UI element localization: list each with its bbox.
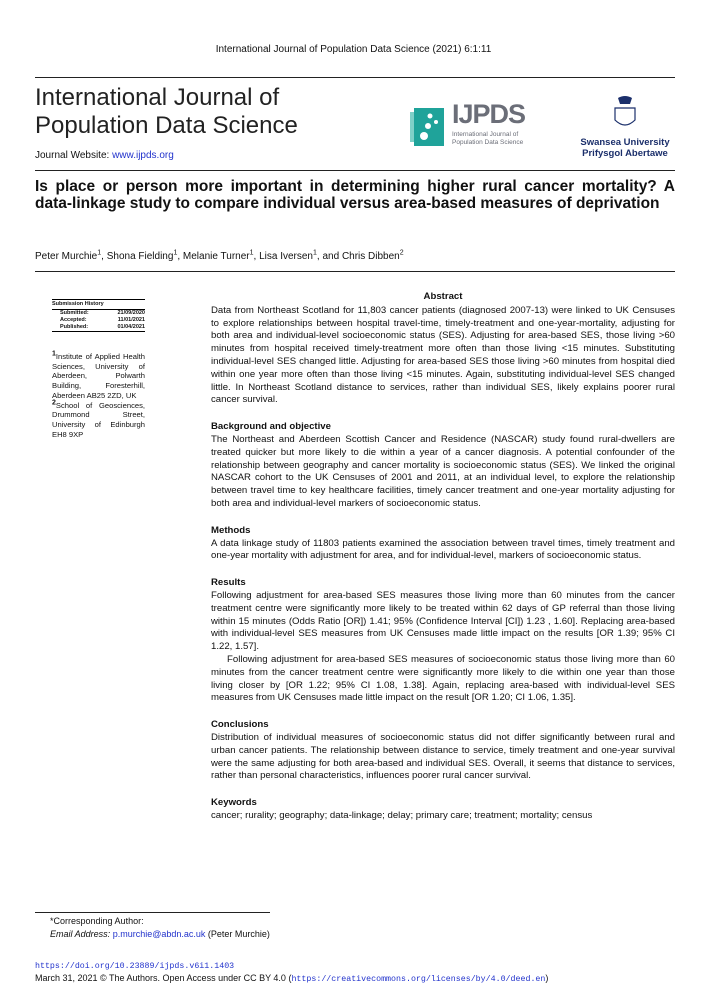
email-link[interactable]: p.murchie@abdn.ac.uk (112, 929, 206, 939)
author-name: Peter Murchie (35, 251, 98, 262)
author-separator: , (177, 251, 183, 262)
article-title: Is place or person more important in determining higher rural cancer mortality? A data-linkage study to compare individual versus area-based measures of deprivation (35, 178, 675, 212)
submission-date: 01/04/2021 (117, 324, 145, 330)
swansea-line2: Prifysgol Abertawe (582, 148, 668, 159)
submission-history (52, 299, 145, 332)
author-name: Melanie Turner (182, 251, 250, 262)
affiliation (52, 398, 145, 440)
abstract-heading: Abstract (423, 291, 463, 302)
author-separator: , and (316, 251, 342, 262)
email-name: (Peter Murchie) (207, 929, 270, 939)
footnote-marker: * (50, 916, 54, 926)
submission-row (52, 324, 145, 331)
section-paragraph: Distribution of individual measures of socioeconomic status did not differ significantly between rural and urban cancer patients. The relationship between distance to service, timely treatment and one-year survival were the same adjusting for both area-based and individual SES. Overall, it seems that distance to services, rather than personal characteristics, influences poorer rural cancer survival. (211, 731, 675, 782)
main-column (211, 291, 675, 823)
website-link[interactable]: www.ijpds.org (112, 150, 174, 161)
footnote (50, 915, 270, 941)
submission-history-title: Submission History (52, 300, 145, 310)
author-name: Lisa Iversen (259, 251, 313, 262)
publication-line (35, 972, 548, 986)
swansea-line1: Swansea University (580, 137, 670, 148)
section-heading: Methods (211, 524, 251, 536)
section-conclusions (211, 719, 675, 783)
ijpds-sub1: International Journal of (452, 131, 519, 138)
submission-date: 11/01/2021 (117, 317, 145, 323)
author-affiliation-number: 1 (249, 249, 254, 257)
affiliation-text: School of Geosciences, Drummond Street, University of Edinburgh EH8 9XP (52, 400, 145, 439)
section-paragraph: A data linkage study of 11803 patients examined the association between travel times, timely treatment and one-year mortality with adjustment for area, and for individual-level, markers of socioeconomic status. (211, 537, 675, 562)
header-rule (35, 77, 675, 78)
author-name: Shona Fielding (106, 251, 174, 262)
author-name: Chris Dibben (341, 251, 400, 262)
section-heading: Background and objective (211, 421, 331, 433)
ijpds-wordmark: IJPDS (452, 99, 526, 129)
footnote-label: Corresponding Author: (53, 916, 144, 926)
affiliation-number: 1 (52, 350, 56, 358)
ijpds-sub2: Population Data Science (452, 139, 524, 146)
doi-link[interactable]: https://doi.org/10.23889/ijpds.v6i1.1403 (35, 962, 235, 971)
license-link[interactable]: https://creativecommons.org/licenses/by/4.0/deed.en (291, 975, 546, 984)
section-heading: Results (211, 577, 246, 589)
journal-name (35, 84, 298, 140)
section-results (211, 577, 675, 705)
submission-row (52, 317, 145, 324)
submission-row (52, 310, 145, 317)
section-background-and-objective (211, 421, 675, 511)
submission-label: Published: (60, 324, 89, 330)
author-affiliation-number: 1 (97, 249, 102, 257)
author-affiliation-number: 1 (313, 249, 317, 257)
section-heading: Keywords (211, 797, 257, 809)
swansea-crest-icon (610, 94, 640, 132)
close-paren: ) (545, 973, 549, 983)
journal-name-line2: Population Data Science (35, 112, 298, 139)
section-keywords (211, 797, 675, 823)
section-paragraph: The Northeast and Aberdeen Scottish Cancer and Residence (NASCAR) study found rural-dwellers are treated quicker but more likely to die within a year of a cancer diagnosis. A potential confounder of the relationship between geography and cancer mortality is socioeconomic status (SES). We linked the original NASCAR cohort to the UK Censuses of 2001 and 2011, at an individual level, to explore the relationship between travel time to key healthcare facilities, timely cancer treatment and one-year mortality adjusting for both area and individual-level markers of socioeconomic status. (211, 433, 675, 509)
publication-date-text: March 31, 2021 © The Authors. Open Access under CC BY 4.0 ( (35, 973, 292, 983)
title-top-rule (35, 170, 675, 171)
author-separator: , (101, 251, 107, 262)
journal-name-line1: International Journal of (35, 84, 280, 111)
author-list (35, 250, 404, 263)
authors-rule (35, 271, 675, 272)
doi (35, 958, 234, 973)
footnote-rule (35, 912, 270, 913)
section-paragraph: Following adjustment for area-based SES measures those living more than 60 minutes from the cancer treatment centre were significantly more likely to be treated within 62 days of GP referral than those living within 15 minutes (Odds Ratio [OR]) 1.41; 95% (Confidence Interval [CI]) 1.23 , 1.60]. Replacing area-based with individual-level SES measures from UK Censuses made little impact on the results [OR 1.39; 95% CI 1.22, 1.57]. (211, 589, 675, 653)
abstract-paragraph: Data from Northeast Scotland for 11,803 cancer patients (diagnosed 2007-13) were linked to UK Censuses to explore relationships between hospital travel-time, timely-treatment and one-year-mortality, adjusting for both area and individual-level socioeconomic status (SES). Adjusting for area-based SES, those living >60 minutes from hospital received timely-treatment more often than those living <15 minutes. Substituting individual-level SES changed little. Adjusting for area-based SES those living >60 minutes from hospital died within one year more often than those living <15 minutes. Again, substituting individual-level SES changed little. In Northeast Scotland distance to services, rather than individual SES, likely explains poorer rural cancer survival. (211, 304, 675, 406)
journal-website (35, 150, 174, 161)
website-label: Journal Website: (35, 150, 110, 161)
ijpds-subtitle (452, 131, 523, 147)
submission-date: 21/09/2020 (117, 310, 145, 316)
affiliations (52, 352, 145, 439)
author-affiliation-number: 2 (399, 249, 404, 257)
ijpds-logo (410, 100, 535, 150)
submission-label: Submitted: (60, 310, 89, 316)
running-header: International Journal of Population Data Science (2021) 6:1:11 (215, 44, 492, 55)
section-paragraph: Following adjustment for area-based SES measures of socioeconomic status those living more than 60 minutes from the cancer treatment centre were significantly more likely to die within one year than those living closer by [OR 1.22; 95% CI 1.08, 1.38]. Again, replacing area-based with individual-level SES measures from UK Censuses made little impact on the result [OR 1.20; CI 1.06, 1.35]. (211, 653, 675, 704)
submission-label: Accepted: (60, 317, 87, 323)
ijpds-logo-icon (410, 104, 450, 148)
author-separator: , (253, 251, 260, 262)
author-affiliation-number: 1 (173, 249, 178, 257)
section-methods (211, 525, 675, 563)
swansea-logo (570, 94, 680, 159)
affiliation (52, 352, 145, 401)
affiliation-text: Institute of Applied Health Sciences, University of Aberdeen, Polwarth Building, Foresterhill, Aberdeen AB25 2ZD, UK (52, 352, 145, 400)
affiliation-number: 2 (52, 398, 56, 406)
section-heading: Conclusions (211, 719, 269, 731)
section-paragraph: cancer; rurality; geography; data-linkage; delay; primary care; treatment; mortality; census (211, 809, 593, 821)
email-label: Email Address: (50, 929, 111, 939)
